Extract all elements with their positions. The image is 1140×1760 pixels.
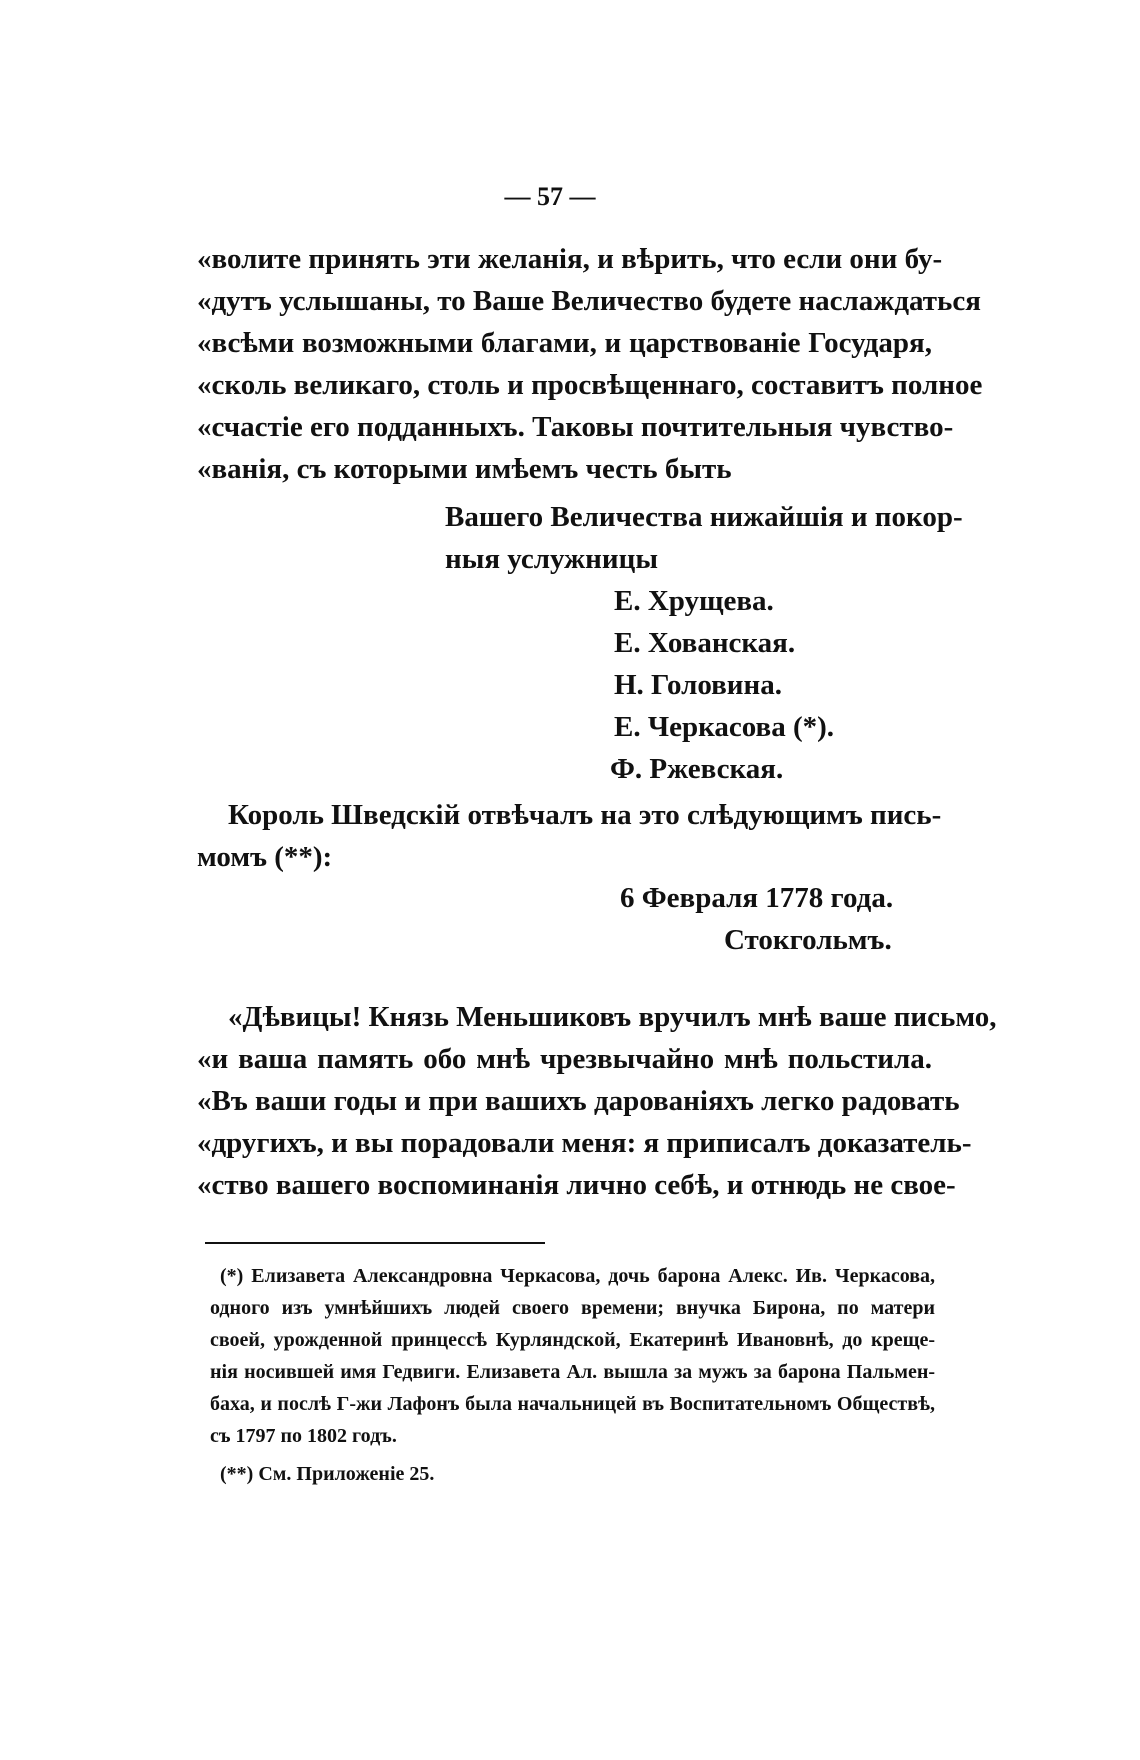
reply-body — [197, 1038, 972, 1206]
text-line: Вашего Величества нижайшія и покор- — [445, 501, 963, 533]
footnote-line: одного изъ умнѣйшихъ людей своего времени; внучка Бирона, по матери — [210, 1297, 935, 1319]
footnote-line: (*) Елизавета Александровна Черкасова, дочь барона Алекс. Ив. Черкасова, — [220, 1265, 935, 1287]
signature: Ф. Ржевская. — [610, 753, 784, 785]
text-line: «волите принять эти желанія, и вѣрить, что если они бу- — [197, 243, 943, 275]
footnotes — [210, 1260, 935, 1490]
signature-list — [610, 580, 835, 790]
footnote-line: баха, и послѣ Г-жи Лафонъ была начальницей въ Воспитательномъ Обществѣ, — [210, 1393, 935, 1415]
narration-paragraph-continued — [197, 836, 932, 878]
text-line: «Дѣвицы! Князь Меньшиковъ вручилъ мнѣ ваше письмо, — [228, 1001, 997, 1033]
footnote-line: своей, урожденной принцессѣ Курляндской, Екатеринѣ Ивановнѣ, до креще- — [210, 1329, 935, 1351]
footnote-line: (**) См. Приложеніе 25. — [220, 1463, 435, 1485]
signature: Н. Головина. — [614, 669, 782, 701]
letter-date: 6 Февраля 1778 года. — [620, 882, 894, 914]
closing-salutation — [445, 496, 963, 580]
text-line: Король Шведскій отвѣчалъ на это слѣдующимъ пись- — [228, 799, 942, 831]
text-line: «счастіе его подданныхъ. Таковы почтительныя чувство- — [197, 411, 954, 443]
footnote-line: нія носившей имя Гедвиги. Елизавета Ал. вышла за мужъ за барона Пальмен- — [210, 1361, 935, 1383]
page-number: — 57 — — [504, 182, 596, 211]
text-line: «ванія, съ которыми имѣемъ честь быть — [197, 453, 732, 485]
text-line: «другихъ, и вы порадовали меня: я приписалъ доказатель- — [197, 1127, 972, 1159]
text-line: «ство вашего воспоминанія лично себѣ, и отнюдь не свое- — [197, 1169, 956, 1201]
text-line: «сколь великаго, столь и просвѣщеннаго, составитъ полное — [197, 369, 983, 401]
text-line: «дутъ услышаны, то Ваше Величество будете наслаждаться — [197, 285, 981, 317]
footnote-divider — [205, 1242, 545, 1244]
signature: Е. Черкасова (*). — [614, 711, 835, 743]
signature: Е. Хрущева. — [614, 585, 774, 617]
text-line: «всѣми возможными благами, и царствованіе Государя, — [197, 327, 932, 359]
text-line: ныя услужницы — [445, 543, 658, 575]
text-line: момъ (**): — [197, 841, 333, 873]
text-line: «и ваша память обо мнѣ чрезвычайно мнѣ польстила. — [197, 1043, 932, 1075]
reply-body-first-line — [228, 996, 997, 1038]
footnote-line: съ 1797 по 1802 годъ. — [210, 1425, 397, 1447]
letter-body — [197, 238, 983, 490]
text-line: «Въ ваши годы и при вашихъ дарованіяхъ легко радовать — [197, 1085, 960, 1117]
letter-place: Стокгольмъ. — [724, 924, 892, 956]
narration-paragraph — [228, 794, 942, 836]
signature: Е. Хованская. — [614, 627, 796, 659]
